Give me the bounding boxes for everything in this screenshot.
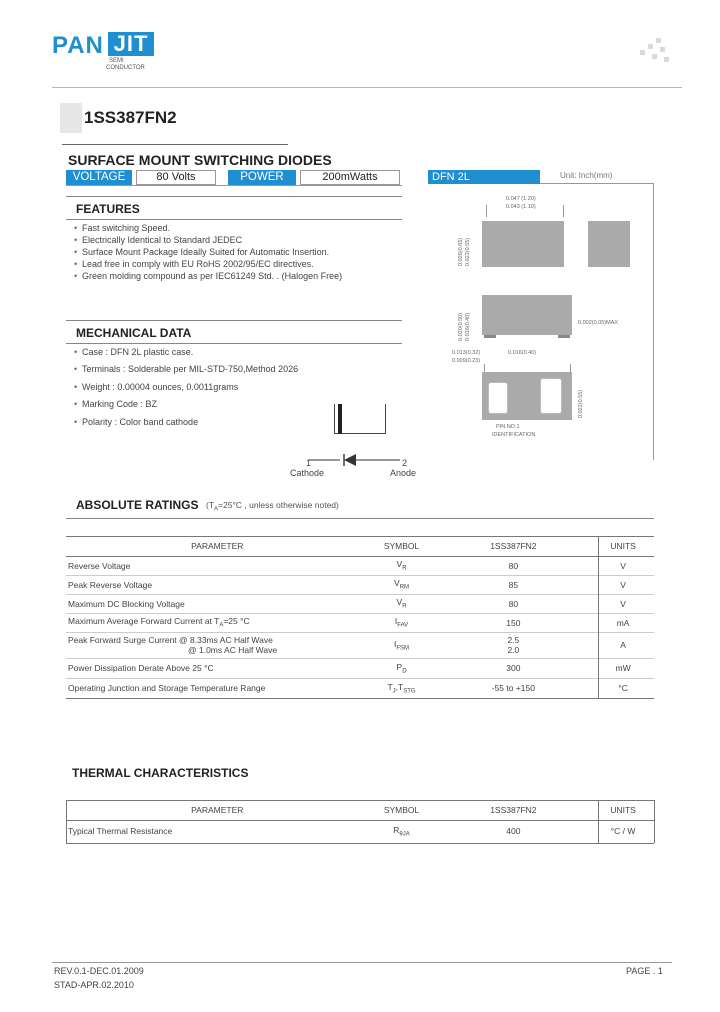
cathode-pad — [488, 382, 508, 414]
param-cell — [66, 632, 369, 658]
dim-side-1: 0.020(0.50) — [458, 312, 464, 341]
table-row — [66, 556, 654, 575]
dim-side-2: 0.016(0.40) — [465, 312, 471, 341]
package-unit: Unit: Inch(mm) — [560, 171, 613, 180]
header-symbol: SYMBOL — [383, 541, 420, 551]
document-title: SURFACE MOUNT SWITCHING DIODES — [68, 152, 332, 168]
symbol-main: V — [394, 578, 400, 589]
symbol-cell — [369, 678, 435, 698]
param-text: Maximum Average Forward Current at T — [68, 616, 220, 627]
symbol-sub: R — [402, 565, 407, 572]
symbol-sub: J — [392, 688, 396, 695]
pin-label-1: PIN NO.1 — [496, 424, 520, 430]
unit-cell: mA — [616, 617, 630, 628]
param-cell: Power Dissipation Derate Above 25 °C — [68, 663, 214, 673]
footer-revision: REV.0.1-DEC.01.2009 — [54, 966, 144, 976]
footer-divider — [52, 962, 672, 963]
unit-cell: V — [620, 560, 626, 571]
value-cell: 300 — [506, 663, 521, 673]
table-row — [66, 632, 654, 658]
voltage-value: 80 Volts — [136, 170, 216, 185]
cathode-band — [338, 404, 342, 434]
diode-symbol-icon — [300, 450, 410, 470]
list-item: • Terminals : Solderable per MIL-STD-750,Method 2026 — [74, 363, 404, 375]
absolute-heading: ABSOLUTE RATINGS — [76, 498, 199, 512]
list-item: • Marking Code : BZ — [74, 398, 404, 410]
absolute-note — [206, 500, 339, 513]
part-number: 1SS387FN2 — [84, 108, 177, 127]
symbol-main: V — [396, 559, 403, 570]
list-item: • Polarity : Color band cathode — [74, 416, 404, 428]
dim-bot-1: 0.013(0.32) — [452, 350, 481, 356]
pin2-name: Anode — [390, 468, 417, 478]
param-tail: =25 °C — [223, 616, 250, 627]
features-rule-top — [66, 196, 402, 197]
dim-top-1: 0.047 (1.20) — [506, 196, 536, 202]
mechanical-rule-top — [66, 320, 402, 321]
features-heading: FEATURES — [76, 202, 140, 216]
absolute-ratings-table — [66, 536, 654, 698]
header-units: UNITS — [610, 541, 636, 551]
voltage-label: VOLTAGE — [66, 170, 132, 185]
dim-left-1: 0.026(0.65) — [458, 237, 464, 266]
list-item: • Fast switching Speed. — [74, 222, 404, 234]
symbol-main: V — [396, 597, 403, 608]
symbol-sub: FSM — [396, 645, 410, 652]
symbol-cell — [369, 632, 435, 658]
table-row — [66, 613, 654, 632]
symbol-cell — [369, 556, 435, 575]
pin-label-2: IDENTIFICATION — [492, 432, 536, 438]
mechanical-rule-bottom — [66, 343, 402, 344]
table-row — [66, 594, 654, 613]
list-item: • Lead free in comply with EU RoHS 2002/95/EC directives. — [74, 258, 404, 270]
unit-cell: A — [620, 640, 626, 650]
package-name: DFN 2L — [428, 170, 540, 184]
absolute-rule — [66, 518, 654, 519]
dim-bot-3: 0.016(0.40) — [508, 350, 537, 356]
symbol-mid: ,T — [395, 681, 404, 692]
features-rule-bottom — [66, 219, 402, 220]
param-cell: Peak Reverse Voltage — [68, 579, 153, 590]
symbol-cell — [369, 613, 435, 632]
dim-side-max: 0.002(0.05)MAX — [578, 320, 619, 326]
mechanical-heading: MECHANICAL DATA — [76, 326, 192, 340]
package-side-view — [482, 295, 572, 335]
absolute-note-sub: A — [214, 506, 219, 513]
package-top-view — [482, 221, 564, 267]
package-divider-right — [653, 184, 654, 460]
param-cell: Operating Junction and Storage Temperature Range — [68, 683, 266, 693]
header-parameter: PARAMETER — [191, 805, 244, 815]
value-cell — [435, 632, 593, 658]
symbol-sub: D — [402, 668, 407, 675]
value-line-1: 2.5 — [507, 635, 520, 645]
absolute-note-prefix: (T — [206, 500, 215, 510]
footer-page: PAGE . 1 — [626, 966, 663, 976]
list-item: • Case : DFN 2L plastic case. — [74, 346, 404, 358]
header-parameter: PARAMETER — [191, 541, 244, 551]
thermal-heading: THERMAL CHARACTERISTICS — [72, 766, 249, 780]
symbol-sub: FAV — [397, 622, 409, 629]
value-line-2: 2.0 — [507, 645, 520, 655]
header-part: 1SS387FN2 — [490, 541, 537, 551]
table-row — [66, 678, 654, 698]
param-sub: A — [219, 622, 224, 629]
value-cell: 80 — [508, 560, 519, 571]
dim-left-2: 0.022(0.55) — [465, 237, 471, 266]
footer-stad: STAD-APR.02.2010 — [54, 980, 134, 990]
ratings-bar — [66, 170, 402, 186]
thermal-table — [66, 800, 654, 842]
param-cell: Typical Thermal Resistance — [68, 826, 173, 836]
value-cell: 400 — [506, 826, 521, 836]
symbol-cell — [369, 575, 435, 594]
table-row — [66, 658, 654, 678]
pin1-name: Cathode — [290, 468, 325, 478]
symbol-sub: RM — [399, 584, 410, 591]
list-item: • Surface Mount Package Ideally Suited for Automatic Insertion. — [74, 246, 404, 258]
table-header-row — [66, 536, 654, 556]
param-cell: Maximum DC Blocking Voltage — [68, 598, 185, 609]
dim-bot-2: 0.009(0.23) — [452, 358, 481, 364]
part-marker — [60, 103, 82, 133]
symbol-main: P — [396, 661, 403, 672]
symbol-sub: R — [402, 603, 407, 610]
symbol-cell — [369, 820, 435, 842]
pin1-number: 1 — [306, 458, 312, 468]
table-row — [66, 575, 654, 594]
brand-sub-line-2: CONDUCTOR — [106, 65, 145, 71]
symbol-main: T — [387, 681, 393, 692]
header-divider — [52, 87, 682, 88]
value-cell: 80 — [508, 598, 519, 609]
dim-bot-right: 0.022(0.55) — [578, 389, 584, 418]
features-list — [74, 222, 404, 282]
table-row — [66, 820, 654, 842]
header-units: UNITS — [610, 805, 636, 815]
value-cell: 150 — [506, 617, 521, 628]
symbol-cell — [369, 658, 435, 678]
symbol-sub: θJA — [399, 831, 410, 838]
package-divider-top — [540, 183, 654, 184]
unit-cell: V — [620, 579, 626, 590]
param-cell: Reverse Voltage — [68, 560, 131, 571]
unit-cell: °C / W — [610, 826, 636, 836]
power-value: 200mWatts — [300, 170, 400, 185]
param-line-1: Peak Forward Surge Current @ 8.33ms AC Half Wave — [68, 635, 273, 645]
symbol-main: R — [393, 824, 400, 835]
symbol-main: I — [394, 616, 398, 627]
unit-cell: mW — [615, 663, 631, 673]
brand-subtitle — [106, 58, 145, 72]
list-item: • Electrically Identical to Standard JEDEC — [74, 234, 404, 246]
value-cell: 85 — [508, 579, 519, 590]
package-end-view — [588, 221, 630, 267]
unit-cell: V — [620, 598, 626, 609]
unit-cell: °C — [618, 683, 628, 693]
symbol-cell — [369, 594, 435, 613]
dim-top-2: 0.043 (1.10) — [506, 204, 536, 210]
brand-logo-left: PAN — [52, 32, 104, 59]
brand-logo-right: JIT — [108, 32, 154, 56]
symbol-sub-2: STG — [403, 688, 416, 695]
table-header-row — [66, 800, 654, 820]
anode-pad — [540, 378, 562, 414]
header-part: 1SS387FN2 — [490, 805, 537, 815]
header-symbol: SYMBOL — [383, 805, 420, 815]
list-item: • Weight : 0.00004 ounces, 0.0011grams — [74, 381, 404, 393]
power-label: POWER — [228, 170, 296, 185]
brand-sub-line-1: SEMI — [109, 58, 124, 64]
param-cell — [66, 613, 369, 632]
value-cell: -55 to +150 — [491, 683, 535, 693]
list-item: • Green molding compound as per IEC61249 Std. . (Halogen Free) — [74, 270, 404, 282]
param-line-2: @ 1.0ms AC Half Wave — [188, 645, 278, 655]
symbol-main: I — [394, 638, 397, 649]
part-divider — [62, 144, 288, 145]
pin2-number: 2 — [402, 458, 408, 468]
absolute-note-suffix: =25°C , unless otherwise noted) — [218, 500, 339, 510]
